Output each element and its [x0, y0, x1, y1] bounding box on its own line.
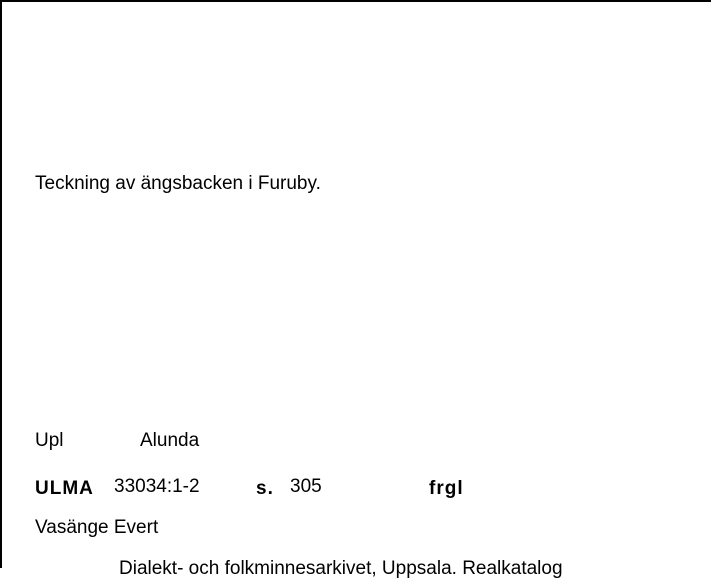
- card-description: Teckning av ängsbacken i Furuby.: [35, 173, 321, 194]
- media-code: frgl: [429, 478, 464, 499]
- page-number: 305: [290, 476, 322, 497]
- archive-code: ULMA: [35, 478, 94, 499]
- page-label: s.: [256, 478, 274, 499]
- accession-number: 33034:1-2: [114, 476, 200, 497]
- region-label: Upl: [35, 430, 64, 451]
- parish-label: Alunda: [140, 430, 200, 451]
- archive-footer: Dialekt- och folkminnesarkivet, Uppsala. Realkatalog: [119, 558, 563, 579]
- informant-name: Vasänge Evert: [35, 517, 159, 538]
